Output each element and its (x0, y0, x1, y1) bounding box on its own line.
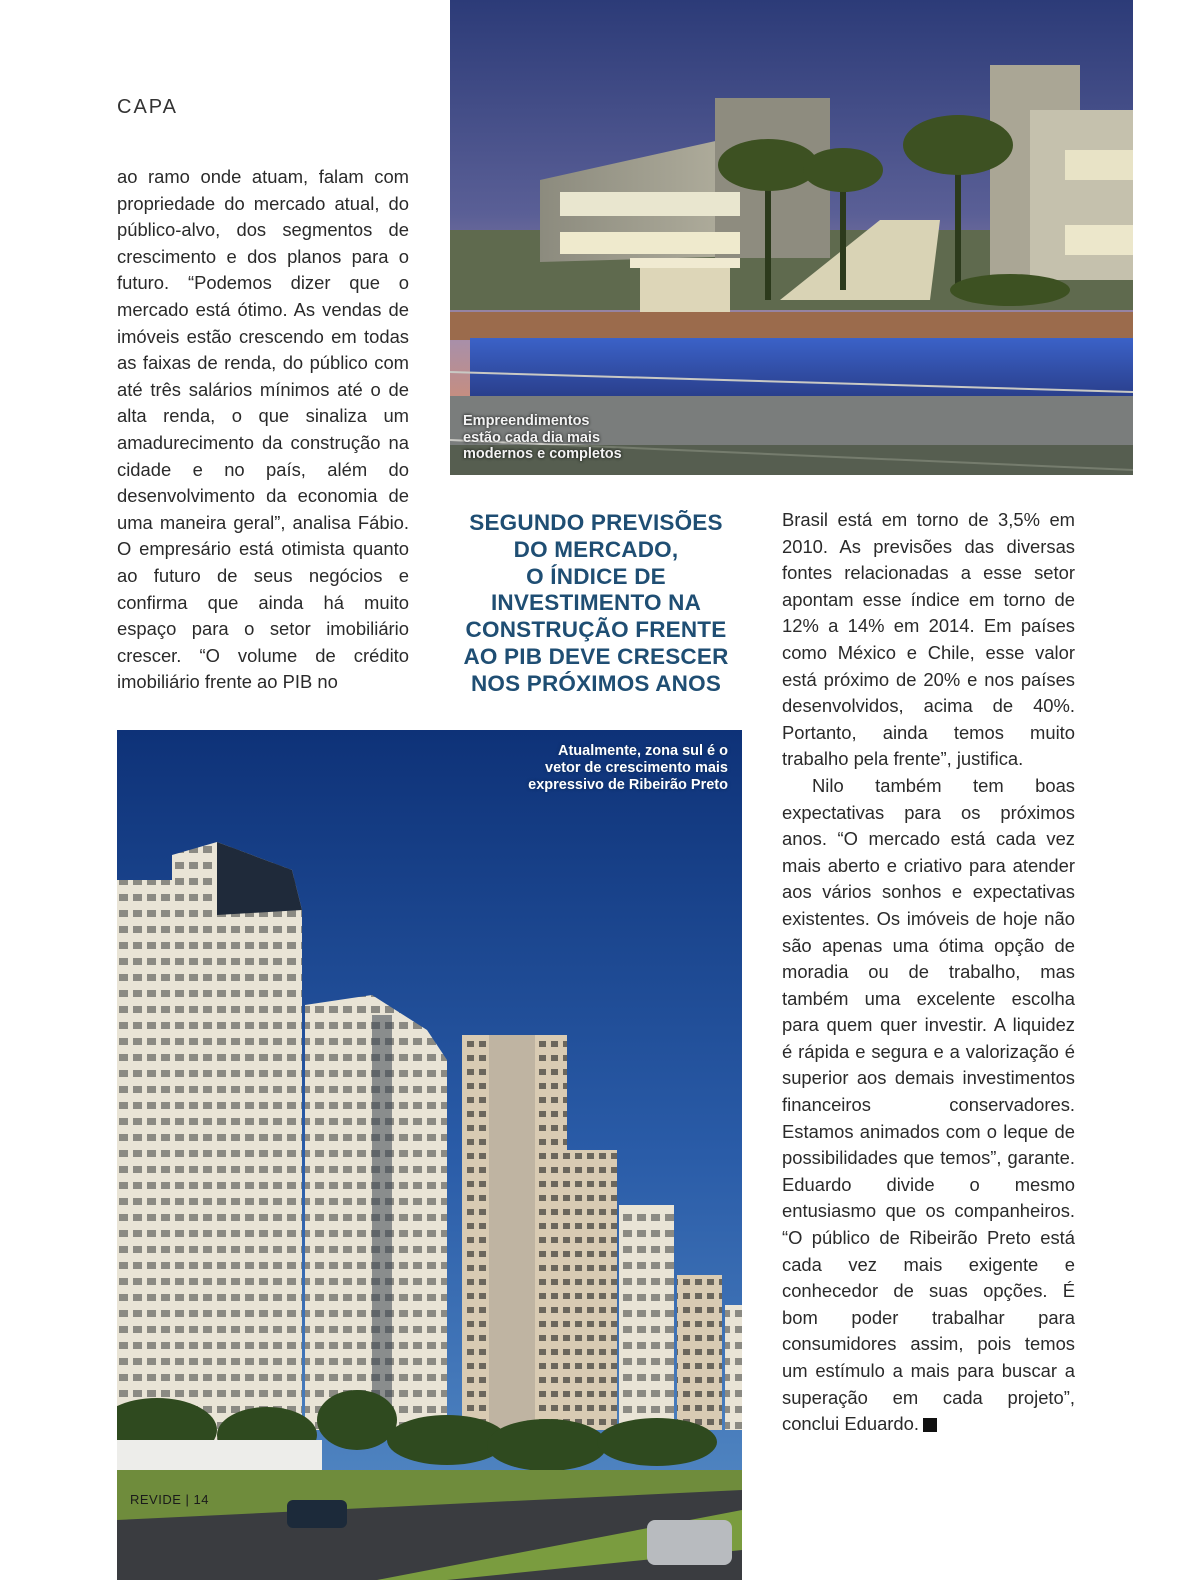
pull-quote: SEGUNDO PREVISÕES DO MERCADO, O ÍNDICE DE INVESTIMENTO NA CONSTRUÇÃO FRENTE AO PIB DEVE CRESCER NOS PRÓXIMOS ANOS (463, 510, 729, 696)
paragraph-text: Nilo também tem boas expectativas para os próximos anos. “O mercado está cada vez mais aberto e criativo para atender aos vários sonhos e expectativas existentes. Os imóveis de hoje não são apenas uma ótima opção de moradia ou de trabalho, mas também uma excelente escolha para quem quer investir. A liquidez é rápida e segura e a valorização é superior aos demais investimentos financeiros conservadores. Estamos animados com o leque de possibilidades que temos”, garante. Eduardo divide o mesmo entusiasmo que os companheiros. “O público de Ribeirão Preto está cada vez mais exigente e conhecedor de suas opções. É bom poder trabalhar para consumidores assim, pois temos um estímulo a mais para buscar a superação em cada projeto”, conclui Eduardo. (782, 774, 1075, 1435)
section-label: CAPA (117, 96, 178, 118)
right-text-column (782, 507, 1075, 1438)
photo-caption: Atualmente, zona sul é o vetor de crescimento mais expressivo de Ribeirão Preto (528, 743, 728, 793)
left-text-column (117, 164, 409, 696)
paragraph (782, 773, 1075, 1438)
paragraph: Brasil está em torno de 3,5% em 2010. As previsões das diversas fontes relacionadas a esse setor apontam esse índice em torno de 12% a 14% em 2014. Em países como México e Chile, esse valor está próximo de 20% e nos países desenvolvidos, acima de 40%. Portanto, ainda temos muito trabalho pela frente”, justifica. (782, 509, 1075, 770)
city-towers-photo (117, 730, 742, 1580)
resort-photo (450, 0, 1133, 475)
paragraph: ao ramo onde atuam, falam com propriedade do mercado atual, do público-alvo, dos segmentos de crescimento e dos planos para o futuro. “Podemos dizer que o mercado está ótimo. As vendas de imóveis estão crescendo em todas as faixas de renda, do público com até três salários mínimos até o de alta renda, o que sinaliza um amadurecimento da construção na cidade e no país, além do desenvolvimento da economia de uma maneira geral”, analisa Fábio. O empresário está otimista quanto ao futuro de seus negócios e confirma que ainda há muito espaço para o setor imobiliário crescer. “O volume de crédito imobiliário frente ao PIB no (117, 166, 409, 693)
photo-caption: Empreendimentos estão cada dia mais modernos e completos (463, 413, 622, 462)
page-folio: REVIDE | 14 (130, 1492, 209, 1507)
end-of-article-mark: r (923, 1418, 937, 1432)
